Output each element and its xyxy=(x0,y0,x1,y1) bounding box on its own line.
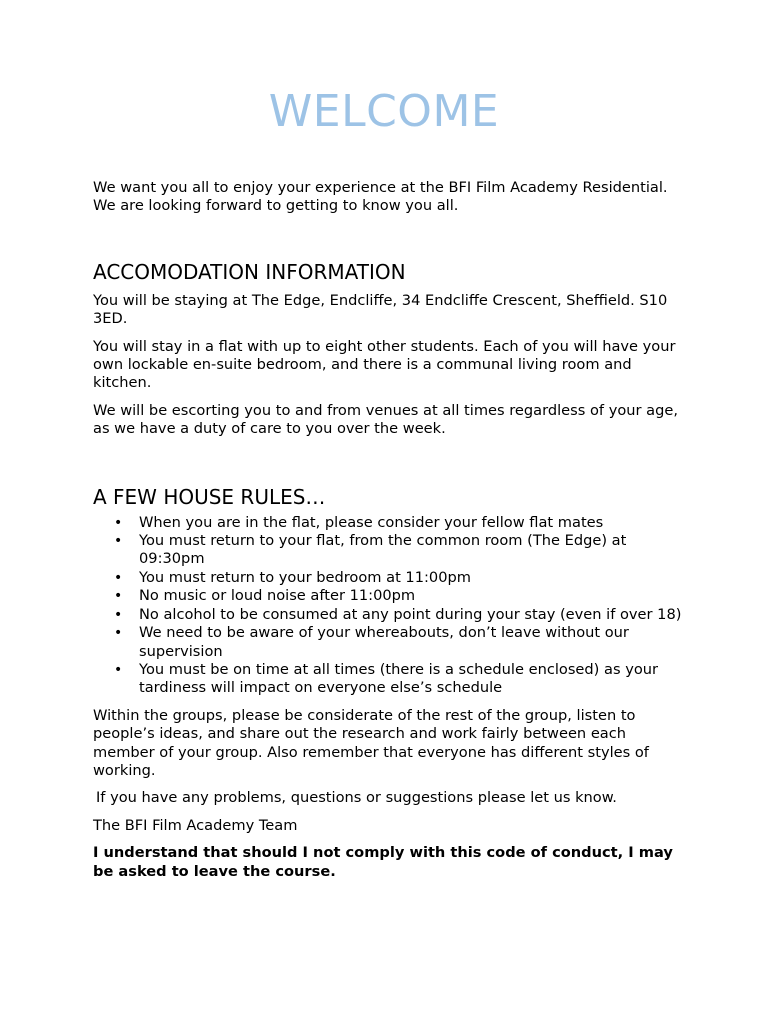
list-item xyxy=(93,532,685,569)
contact-line: If you have any problems, questions or suggestions please let us know. xyxy=(96,789,617,807)
list-item xyxy=(93,587,685,605)
accommodation-paragraph: You will be staying at The Edge, Endcliffe, 34 Endcliffe Crescent, Sheffield. S10 3ED. xyxy=(93,291,668,328)
intro-line: We want you all to enjoy your experience at the BFI Film Academy Residential. xyxy=(93,179,668,196)
rule-text: You must return to your flat, from the common room (The Edge) at 09:30pm xyxy=(139,532,627,568)
acknowledgement-statement: I understand that should I not comply with this code of conduct, I may be asked to leave the course. xyxy=(93,844,673,880)
accommodation-paragraph: You will stay in a flat with up to eight other students. Each of you will have your own lockable en-suite bedroom, and there is a communal living room and kitchen. xyxy=(93,337,676,392)
bullet-icon: • xyxy=(114,625,123,642)
list-item xyxy=(93,569,685,587)
rule-text: You must return to your bedroom at 11:00pm xyxy=(139,568,471,586)
list-item xyxy=(93,514,685,532)
accommodation-heading: ACCOMODATION INFORMATION xyxy=(93,259,406,284)
list-item xyxy=(93,661,685,698)
rule-text: We need to be aware of your whereabouts, don’t leave without our supervision xyxy=(139,624,629,660)
bullet-icon: • xyxy=(114,514,123,531)
bullet-icon: • xyxy=(114,661,123,678)
intro-section xyxy=(93,179,685,216)
list-item xyxy=(93,624,685,661)
bullet-icon: • xyxy=(114,606,123,623)
rule-text: When you are in the flat, please consider your fellow flat mates xyxy=(139,513,604,531)
accommodation-paragraph: We will be escorting you to and from venues at all times regardless of your age, as we have a duty of care to you over the week. xyxy=(93,401,678,438)
document-body xyxy=(93,179,685,881)
bullet-icon: • xyxy=(114,569,123,586)
rule-text: You must be on time at all times (there is a schedule enclosed) as your tardiness will impact on everyone else’s schedule xyxy=(139,660,659,697)
house-rules-heading: A FEW HOUSE RULES… xyxy=(93,484,326,509)
rule-text: No music or loud noise after 11:00pm xyxy=(139,587,416,605)
house-rules-list xyxy=(93,514,685,698)
rule-text: No alcohol to be consumed at any point during your stay (even if over 18) xyxy=(139,605,682,623)
bullet-icon: • xyxy=(114,533,123,550)
document-title: WELCOME xyxy=(268,86,500,137)
intro-line: We are looking forward to getting to know you all. xyxy=(93,197,459,215)
list-item xyxy=(93,606,685,624)
signoff: The BFI Film Academy Team xyxy=(93,816,298,834)
groups-paragraph: Within the groups, please be considerate of the rest of the group, listen to people’s ideas, and share out the research and work fairly between each member of your group. Also remember that everyone has different styles of working. xyxy=(93,706,649,779)
bullet-icon: • xyxy=(114,588,123,605)
